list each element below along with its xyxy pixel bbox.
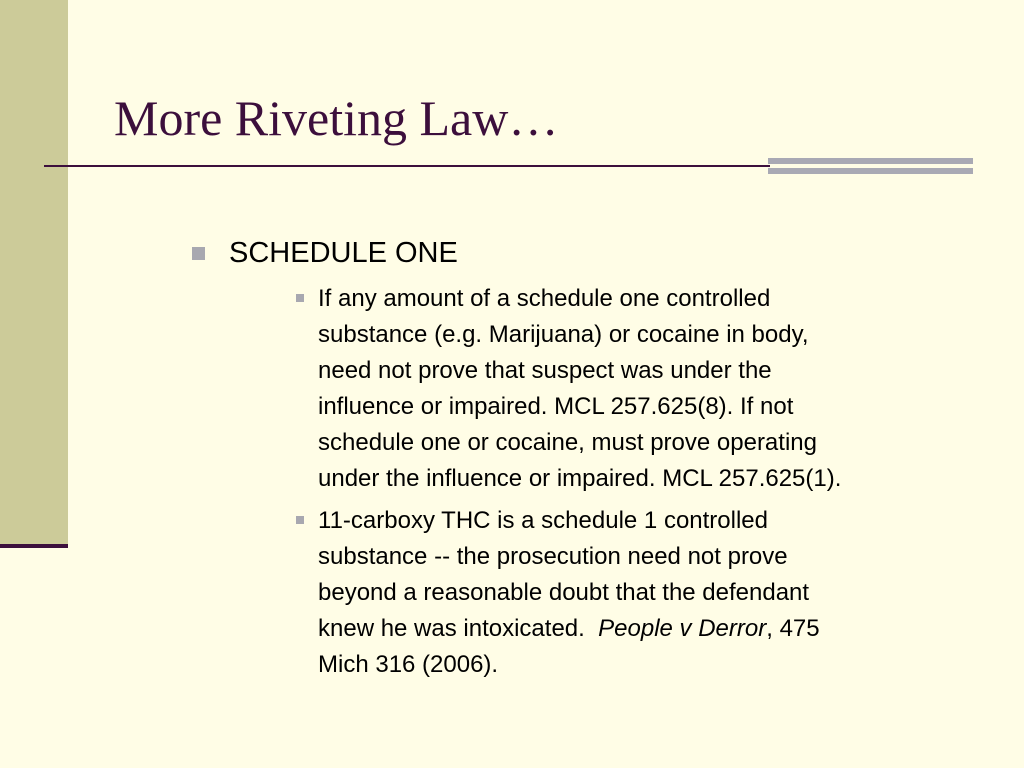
text-line: schedule one or cocaine, must prove operating — [318, 429, 817, 456]
text-fragment: , 475 — [766, 615, 820, 642]
text-line: Mich 316 (2006). — [318, 651, 499, 678]
text-line: substance (e.g. Marijuana) or cocaine in body, — [318, 321, 809, 348]
left-accent-underline — [0, 544, 68, 548]
text-fragment: knew he was intoxicated. — [318, 615, 599, 642]
text-line: influence or impaired. MCL 257.625(8). If not — [318, 393, 794, 420]
text-line: under the influence or impaired. MCL 257.625(1). — [318, 465, 842, 492]
slide-title: More Riveting Law… — [114, 90, 559, 146]
square-bullet-icon — [192, 247, 205, 260]
text-line-with-citation — [318, 611, 998, 647]
sub-bullet-text — [318, 281, 998, 497]
left-accent-bar — [0, 0, 68, 544]
title-divider — [44, 165, 770, 167]
square-bullet-icon — [296, 516, 304, 524]
title-divider-accent — [768, 158, 973, 178]
text-line: If any amount of a schedule one controlled — [318, 285, 771, 312]
square-bullet-icon — [296, 294, 304, 302]
text-line: need not prove that suspect was under the — [318, 357, 772, 384]
case-citation: People v Derror — [598, 615, 767, 642]
sub-bullet-text — [318, 503, 998, 683]
bullet-level1 — [192, 234, 458, 272]
text-line: substance -- the prosecution need not prove — [318, 543, 788, 570]
text-line: 11-carboxy THC is a schedule 1 controlled — [318, 507, 768, 534]
accent-stripe-top — [768, 158, 973, 164]
text-line: beyond a reasonable doubt that the defendant — [318, 579, 810, 606]
schedule-heading: SCHEDULE ONE — [229, 237, 458, 269]
accent-stripe-bottom — [768, 168, 973, 174]
